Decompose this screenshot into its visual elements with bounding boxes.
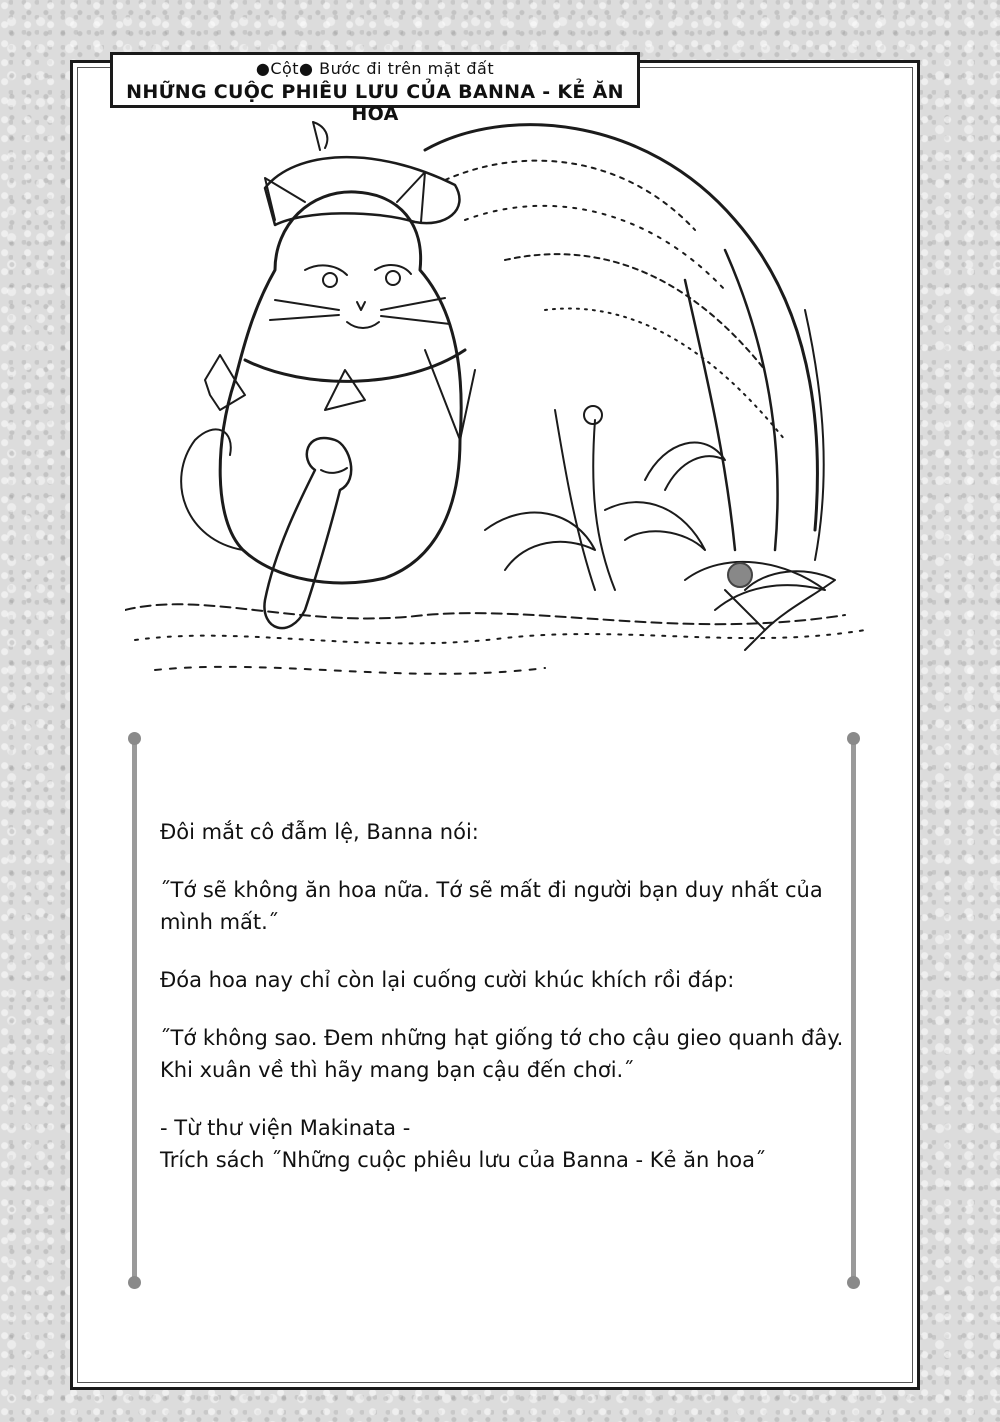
frame-knob — [128, 1276, 141, 1289]
frame-knob — [847, 732, 860, 745]
story-paragraph: ˝Tớ sẽ không ăn hoa nữa. Tớ sẽ mất đi người bạn duy nhất của mình mất.˝ — [160, 878, 823, 934]
story-paragraph: Đôi mắt cô đẫm lệ, Banna nói: — [160, 820, 479, 844]
right-frame-bar — [851, 738, 856, 1283]
left-frame-bar — [132, 738, 137, 1283]
story-text-box — [132, 738, 856, 1283]
frame-knob — [847, 1276, 860, 1289]
cat-in-garden-illustration — [125, 110, 875, 695]
column-subtitle: ●Cột● Bước đi trên mặt đất — [255, 59, 495, 78]
frame-knob — [128, 732, 141, 745]
column-title: NHỮNG CUỘC PHIÊU LƯU CỦA BANNA - KẺ ĂN HOA — [126, 81, 624, 125]
source-line: Trích sách ˝Những cuộc phiêu lưu của Banna - Kẻ ăn hoa˝ — [160, 1148, 766, 1172]
story-source — [160, 1112, 850, 1176]
story-paragraph: Đóa hoa nay chỉ còn lại cuống cười khúc khích rồi đáp: — [160, 968, 735, 992]
story-body — [160, 816, 850, 1202]
column-header — [110, 52, 640, 125]
source-line: - Từ thư viện Makinata - — [160, 1116, 411, 1140]
story-paragraph: ˝Tớ không sao. Đem những hạt giống tớ cho cậu gieo quanh đây. Khi xuân về thì hãy mang bạn cậu đến chơi.˝ — [160, 1026, 844, 1082]
